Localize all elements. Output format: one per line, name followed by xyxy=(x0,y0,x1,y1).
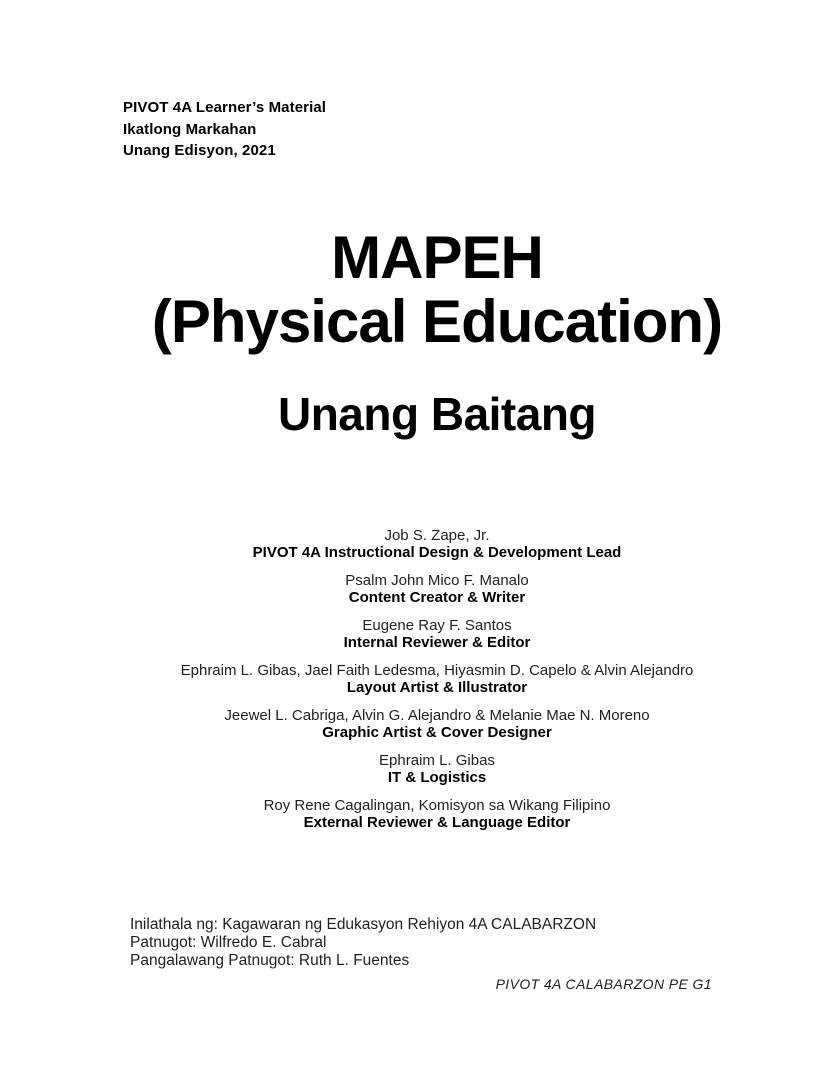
credit-role: PIVOT 4A Instructional Design & Development Lead xyxy=(252,544,622,561)
publisher-info xyxy=(130,916,596,970)
edition-year-line: Unang Edisyon, 2021 xyxy=(123,142,276,159)
credit-entry xyxy=(98,617,776,651)
title-block xyxy=(111,226,763,440)
edition-header xyxy=(123,97,326,162)
credit-role: Content Creator & Writer xyxy=(348,589,526,606)
credit-names: Roy Rene Cagalingan, Komisyon sa Wikang Filipino xyxy=(263,797,611,814)
page-footer: PIVOT 4A CALABARZON PE G1 xyxy=(495,976,712,992)
credit-names: Eugene Ray F. Santos xyxy=(362,617,512,634)
director-line: Patnugot: Wilfredo E. Cabral xyxy=(130,934,327,951)
subject-title: MAPEH xyxy=(331,224,543,291)
credit-role: Graphic Artist & Cover Designer xyxy=(322,724,552,741)
grade-level-title: Unang Baitang xyxy=(277,388,597,440)
credit-role: Internal Reviewer & Editor xyxy=(343,634,531,651)
subject-subtitle: (Physical Education) xyxy=(151,288,723,355)
credit-entry xyxy=(98,662,776,696)
credit-entry xyxy=(98,752,776,786)
assistant-director-line: Pangalawang Patnugot: Ruth L. Fuentes xyxy=(130,952,410,969)
credit-role: Layout Artist & Illustrator xyxy=(346,679,528,696)
credit-entry xyxy=(98,527,776,561)
credit-entry xyxy=(98,797,776,831)
credit-names: Jeewel L. Cabriga, Alvin G. Alejandro & Melanie Mae N. Moreno xyxy=(224,707,650,724)
credit-role: IT & Logistics xyxy=(387,769,487,786)
credit-role: External Reviewer & Language Editor xyxy=(303,814,571,831)
credit-entry xyxy=(98,707,776,741)
material-title-line: PIVOT 4A Learner’s Material xyxy=(123,99,327,116)
publisher-line: Inilathala ng: Kagawaran ng Edukasyon Rehiyon 4A CALABARZON xyxy=(130,916,597,933)
credit-names: Ephraim L. Gibas xyxy=(379,752,495,769)
credit-names: Psalm John Mico F. Manalo xyxy=(345,572,529,589)
credit-names: Job S. Zape, Jr. xyxy=(384,527,490,544)
credit-entry xyxy=(98,572,776,606)
quarter-line: Ikatlong Markahan xyxy=(123,120,257,138)
credit-names: Ephraim L. Gibas, Jael Faith Ledesma, Hiyasmin D. Capelo & Alvin Alejandro xyxy=(180,662,694,679)
credits-list xyxy=(98,527,776,842)
